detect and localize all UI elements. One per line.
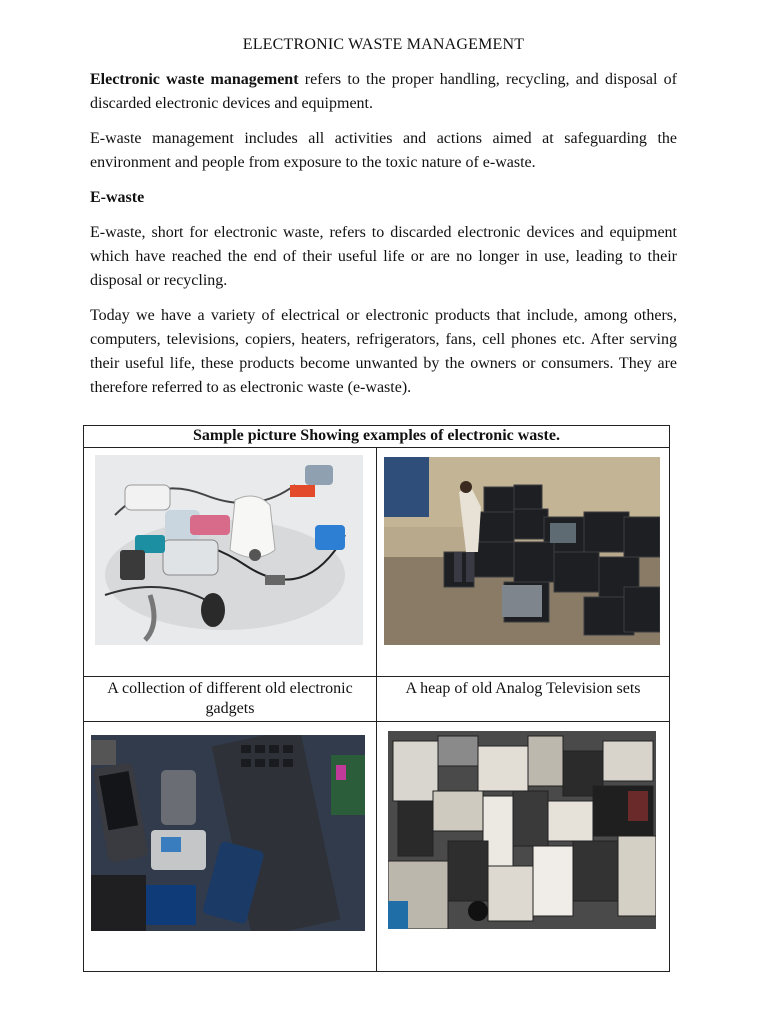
television-heap-photo: [384, 457, 660, 645]
caption-1: A collection of different old electronic gadgets: [84, 677, 377, 722]
paragraph-4: Today we have a variety of electrical or electronic products that include, among others, computers, televisions, copiers, heaters, refrigerators, fans, cell phones etc. After serving their useful life, these products become unwanted by the owners or consumers. They are therefore referred to as electronic waste (e-waste).: [90, 307, 677, 396]
section-heading-ewaste: E-waste: [90, 189, 145, 206]
computer-pile-photo: [388, 731, 656, 929]
paragraph-3: E-waste, short for electronic waste, refers to discarded electronic devices and equipment which have reached the end of their useful life or are no longer in use, leading to their disposal or recycling.: [90, 224, 677, 289]
intro-bold-lead: Electronic waste management: [90, 71, 299, 88]
gadgets-photo: [95, 455, 363, 645]
intro-rest: refers to the proper handling, recycling, and disposal of discarded electronic devices and equipment.: [90, 71, 677, 112]
intro-paragraph: [90, 68, 677, 116]
phones-keyboard-photo: [91, 735, 365, 931]
photo-cell-1: [84, 448, 377, 677]
table-header: Sample picture Showing examples of electronic waste.: [84, 426, 670, 448]
caption-2: A heap of old Analog Television sets: [376, 677, 669, 722]
page-title: ELECTRONIC WASTE MANAGEMENT: [242, 36, 525, 53]
figure-table: [83, 425, 670, 972]
document-body: [90, 36, 677, 411]
photo-cell-3: [84, 722, 377, 972]
paragraph-2: E-waste management includes all activities and actions aimed at safeguarding the environment and people from exposure to the toxic nature of e-waste.: [90, 130, 677, 171]
photo-cell-2: [376, 448, 669, 677]
photo-cell-4: [376, 722, 669, 972]
